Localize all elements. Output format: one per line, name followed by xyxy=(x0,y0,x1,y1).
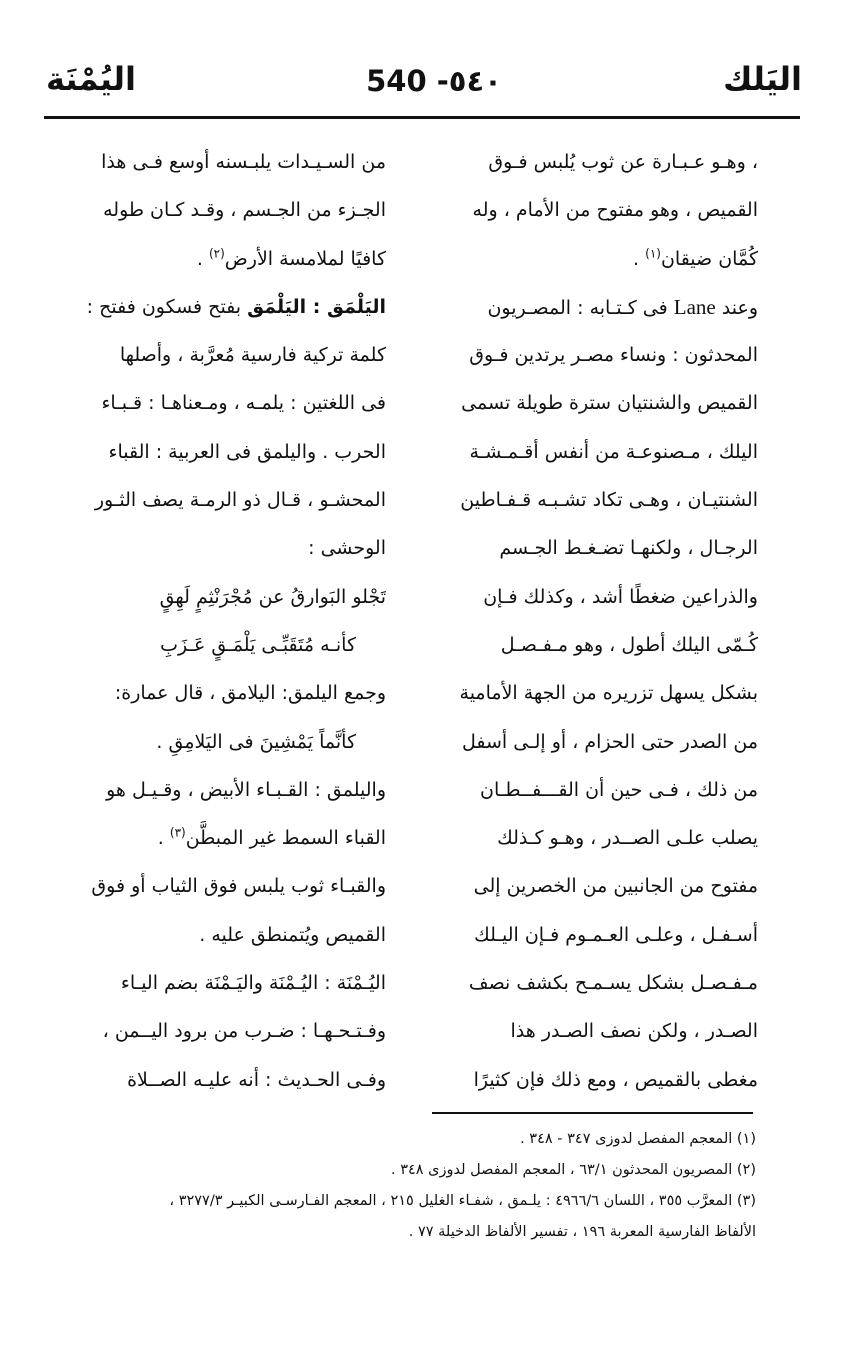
right-column xyxy=(418,138,758,1104)
text-fragment: كُمَّان ضيقان xyxy=(660,247,758,270)
text-fragment: وعند xyxy=(721,296,758,319)
text-line: فى اللغتين : يلمـه ، ومـعناهـا : قـبـاء xyxy=(101,392,386,415)
text-line: القميص ، وهو مفتوح من الأمام ، وله xyxy=(472,199,758,222)
poem-line: كأنـه مُتَقَبِّـى يَلْمَـقٍ عَـزَبِ xyxy=(160,633,356,656)
page-number: 540 -٥٤٠ xyxy=(366,64,502,98)
footnote: (٣) المعرَّب ٣٥٥ ، اللسان ٤٩٦٦/٦ : يلـمق ، شفـاء الغليل ٢١٥ ، المعجم الفـارسـى الكبيـر ٣٢٧٧/٣ ، xyxy=(169,1193,756,1209)
text-line: وجمع اليلمق: اليلامق ، قال عمارة: xyxy=(114,682,386,705)
text-line: بشكل يسهل تزريره من الجهة الأمامية xyxy=(459,682,758,705)
text-line: واليلمق : القـبـاء الأبيض ، وقـيـل هو xyxy=(106,778,386,801)
page-header xyxy=(24,60,824,110)
text-line: كلمة تركية فارسية مُعرَّبة ، وأصلها xyxy=(119,344,386,367)
header-left-word: اليُمْنَة xyxy=(46,60,136,98)
text-line: اليلك ، مـصنوعـة من أنفس أقـمـشـة xyxy=(469,440,758,463)
text-line: والقبـاء ثوب يلبس فوق الثياب أو فوق xyxy=(91,875,386,898)
text-fragment: فى كـتـابه : المصـريون xyxy=(487,296,668,319)
header-rule xyxy=(44,116,800,119)
text-fragment: بفتح فسكون ففتح : xyxy=(86,295,242,318)
text-line: المحدثون : ونساء مصـر يرتدين فـوق xyxy=(469,344,758,367)
footnote-rule xyxy=(432,1112,753,1114)
text-line: الرجـال ، ولكنهـا تضـغـط الجـسم xyxy=(499,537,758,560)
text-line: وفـتـحـهـا : ضـرب من برود اليــمن ، xyxy=(102,1020,386,1043)
text-line: الوحشى : xyxy=(308,537,386,560)
text-line: القميص ويُتمنطق عليه . xyxy=(199,923,386,946)
latin-name: Lane xyxy=(673,294,716,319)
text-line: كُـمّى اليلك أطول ، وهو مـفـصـل xyxy=(500,633,758,656)
text-line: وفـى الحـديث : أنه عليـه الصــلاة xyxy=(127,1068,386,1091)
text-line: مفتوح من الجانبين من الخصرين إلى xyxy=(473,875,758,898)
text-line: القميص والشنتيان سترة طويلة تسمى xyxy=(461,392,758,415)
text-fragment: . xyxy=(157,827,164,850)
text-line xyxy=(46,283,386,331)
text-line xyxy=(418,235,758,283)
text-line: المحشـو ، قـال ذو الرمـة يصف الثـور xyxy=(94,489,386,512)
text-line: والذراعين ضغطًا أشد ، وكذلك فـإن xyxy=(483,585,758,608)
text-fragment: كافيًا لملامسة الأرض xyxy=(224,247,386,270)
footnote: (٢) المصريون المحدثون ٦٣/١ ، المعجم المفصل لدوزى ٣٤٨ . xyxy=(390,1162,756,1178)
footnote-mark: (٣) xyxy=(169,825,186,840)
text-line: من السـيـدات يلبـسنه أوسع فـى هذا xyxy=(101,151,386,173)
text-line: يصلب علـى الصــدر ، وهـو كـذلك xyxy=(497,827,758,850)
text-line: الجـزء من الجـسم ، وقـد كـان طوله xyxy=(103,199,386,222)
text-line: الشنتيـان ، وهـى تكاد تشـبـه قـفـاطين xyxy=(460,489,758,512)
text-line: مغطى بالقميص ، ومع ذلك فإن كثيرًا xyxy=(473,1068,758,1091)
text-line: الحرب . واليلمق فى العربية : القباء xyxy=(108,440,386,463)
footnote: الألفاظ الفارسية المعربة ١٩٦ ، تفسير الألفاظ الدخيلة ٧٧ . xyxy=(408,1224,756,1240)
text-line xyxy=(418,283,758,331)
footnote-mark: (٢) xyxy=(208,246,225,261)
text-line xyxy=(46,235,386,283)
entry-headword: اليَلْمَق : اليَلْمَق xyxy=(247,295,386,318)
poem-line: تَجْلو البَوارقُ عن مُجْرَنْثِمٍ لَهِقٍ xyxy=(159,585,386,608)
text-fragment: . xyxy=(196,247,203,270)
text-fragment: . xyxy=(633,247,640,270)
poem-line: كأنَّماً يَمْشِينَ فى اليَلامِقِ . xyxy=(156,730,356,753)
text-line: مـفـصـل بشكل يسـمـح بكشف نصف xyxy=(468,972,758,995)
text-line: الصـدر ، ولكن نصف الصـدر هذا xyxy=(510,1020,758,1043)
text-line: أسـفـل ، وعلـى العـمـوم فـإن اليـلك xyxy=(474,923,758,946)
text-fragment: القباء السمط غير المبطَّن xyxy=(185,827,386,850)
footnote-mark: (١) xyxy=(645,246,661,261)
text-line: ، وهـو عـبـارة عن ثوب يُلبس فـوق xyxy=(488,151,758,173)
footnotes xyxy=(50,1124,756,1248)
text-line xyxy=(46,814,386,862)
text-line: من ذلك ، فـى حين أن القـــفــطـان xyxy=(480,778,758,801)
text-line: من الصدر حتى الحزام ، أو إلـى أسفل xyxy=(461,730,758,753)
header-right-word: اليَلك xyxy=(723,60,802,98)
left-column xyxy=(46,138,386,1104)
footnote: (١) المعجم المفصل لدوزى ٣٤٧ - ٣٤٨ . xyxy=(520,1131,756,1147)
text-line: اليُـمْنَة : اليُـمْنَة واليَـمْنَة بضم اليـاء xyxy=(120,972,386,995)
